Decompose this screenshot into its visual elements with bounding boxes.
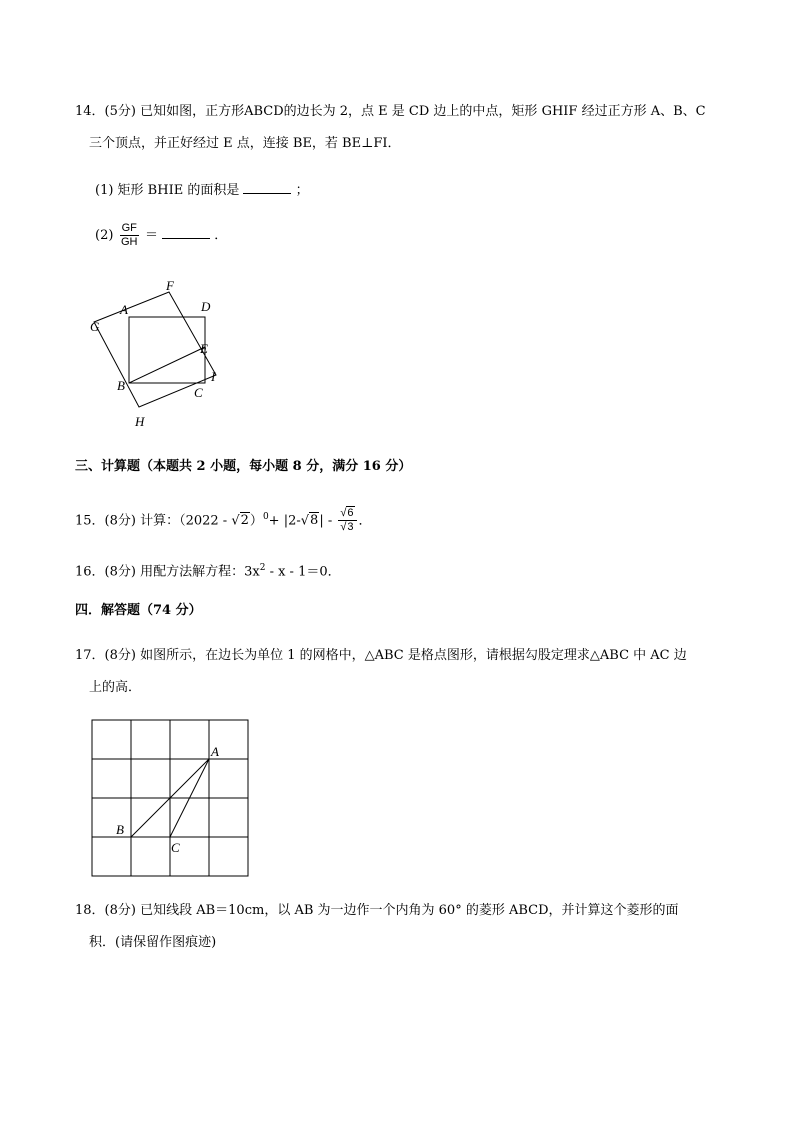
q14-line2: 三个顶点，并正好经过 E 点，连接 BE，若 BE⊥FI． xyxy=(89,136,401,151)
q14-line1: 14．(5分) 已知如图，正方形ABCD的边长为 2，点 E 是 CD 边上的中点，矩形 GHIF 经过正方形 A、B、C xyxy=(75,104,706,119)
q14-part1-suffix: ； xyxy=(295,183,309,198)
q15-mid3: | - xyxy=(319,513,337,529)
grid-label-b: B xyxy=(116,822,124,837)
q16-exponent: 2 xyxy=(259,563,266,573)
section-4-title: 四．解答题（74 分） xyxy=(75,603,202,618)
q14-part2-suffix: ． xyxy=(214,228,228,243)
q18-line1: 18．(8分) 已知线段 AB＝10cm，以 AB 为一边作一个内角为 60° 的菱形 ABCD，并计算这个菱形的面 xyxy=(75,903,679,918)
label-a: A xyxy=(120,302,128,317)
label-e: E xyxy=(200,341,208,356)
equals-sign: ＝ xyxy=(144,228,158,243)
label-h: H xyxy=(135,414,145,429)
label-b: B xyxy=(117,378,125,393)
q16-prefix: 16．(8分) 用配方法解方程：3x xyxy=(75,564,260,580)
grid-label-a: A xyxy=(211,744,219,759)
gf-over-gh-fraction xyxy=(120,222,139,249)
sqrt-8: 8 xyxy=(310,513,319,529)
q16-suffix: - x - 1＝0． xyxy=(265,564,341,580)
label-c: C xyxy=(194,385,203,400)
sqrt-6: 6 xyxy=(347,507,354,520)
segment-be xyxy=(129,347,205,383)
label-f: F xyxy=(166,278,174,293)
q14-part2 xyxy=(95,222,227,250)
label-g: G xyxy=(90,319,100,334)
q18-line2: 积．(请保留作图痕迹) xyxy=(89,935,217,950)
q15-expression: 15．(8分) 计算：（2022 - √2）$^0$+ |2-√8| - $\frac{√6}{√3}$ ． xyxy=(75,507,372,534)
label-i: I xyxy=(211,369,216,384)
square-abcd xyxy=(129,317,205,383)
grid-label-c: C xyxy=(171,840,180,855)
q14-part1-text: (1) 矩形 BHIE 的面积是 xyxy=(95,183,240,198)
q15-mid2: + |2- xyxy=(268,513,301,529)
q14-part2-text: (2) xyxy=(95,228,114,243)
q15-prefix: 15．(8分) 计算：（2022 - xyxy=(75,513,232,529)
answer-blank-2[interactable] xyxy=(162,224,210,239)
answer-blank-1[interactable] xyxy=(243,179,291,194)
label-d: D xyxy=(201,299,211,314)
square-rectangle-figure xyxy=(80,275,230,435)
exponent-zero: 0 xyxy=(262,512,269,522)
q16-line xyxy=(75,559,341,581)
fraction-denominator: GH xyxy=(120,236,138,248)
sqrt6-over-sqrt3: $\frac{√6}{√3}$ xyxy=(338,507,356,534)
fraction-numerator: GF xyxy=(121,222,137,234)
section-3-title: 三、计算题（本题共 2 小题，每小题 8 分，满分 16 分） xyxy=(75,459,412,474)
sqrt-3: 3 xyxy=(347,521,354,534)
q15-suffix: ． xyxy=(358,513,372,529)
q15-mid1: ） xyxy=(249,513,263,529)
sqrt-2: 2 xyxy=(240,513,249,529)
q14-part1 xyxy=(95,179,309,200)
q17-line1: 17．(8分) 如图所示，在边长为单位 1 的网格中，△ABC 是格点图形，请根据勾股定理求△ABC 中 AC 边 xyxy=(75,648,687,663)
q17-line2: 上的高． xyxy=(89,680,142,695)
grid-triangle-figure xyxy=(88,716,253,881)
